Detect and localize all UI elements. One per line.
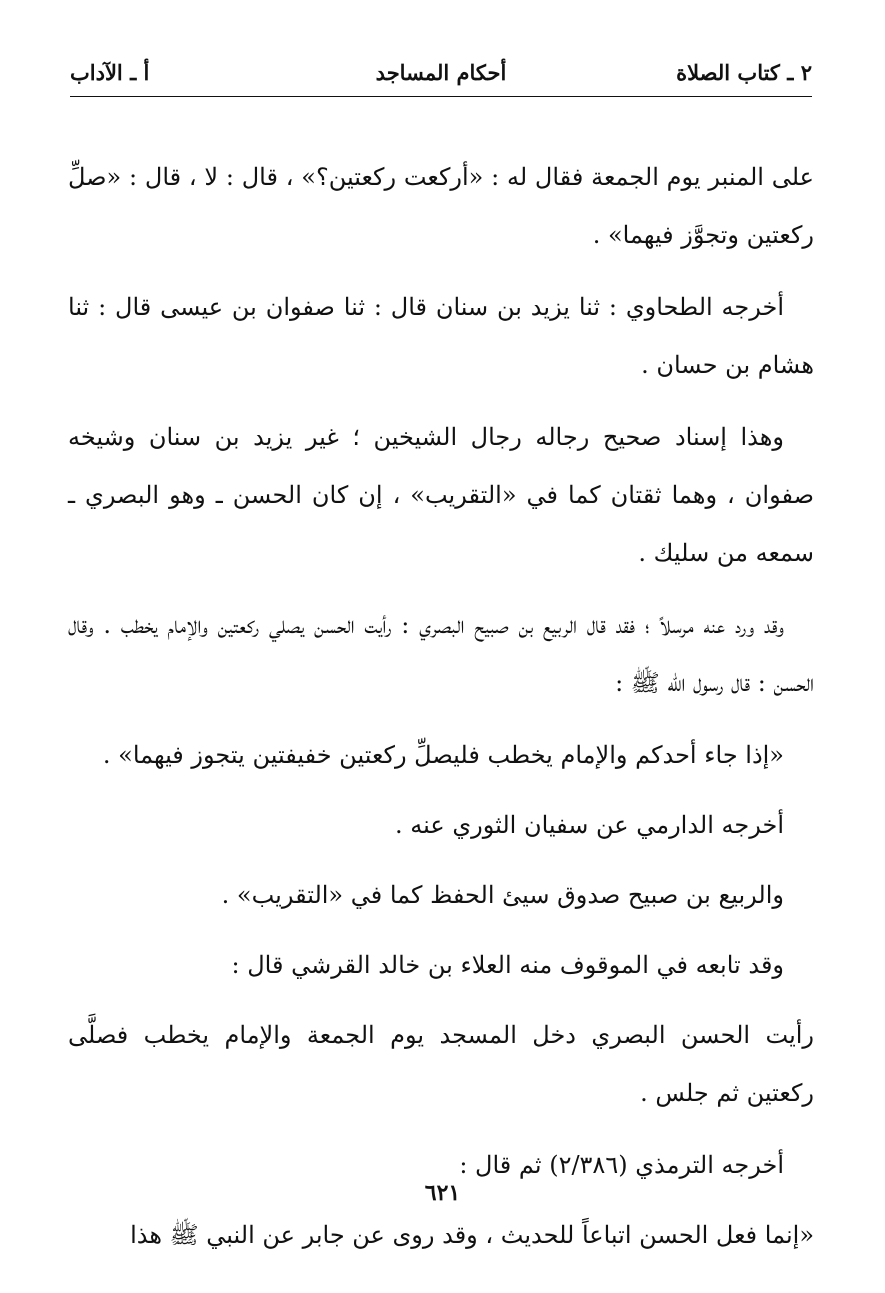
paragraph-7: والربيع بن صبيح صدوق سيئ الحفظ كما في «التقريب» . <box>221 881 784 909</box>
header-section-title: أحكام المساجد <box>375 60 507 85</box>
paragraph-9: رأيت الحسن البصري دخل المسجد يوم الجمعة والإمام يخطب فصلَّى ركعتين ثم جلس . <box>68 1021 815 1107</box>
running-header <box>70 52 812 97</box>
page-number: ٦٢١ <box>424 1180 461 1206</box>
paragraph-10: أخرجه الترمذي (٢/٣٨٦) ثم قال : <box>459 1151 784 1179</box>
paragraph-6: أخرجه الدارمي عن سفيان الثوري عنه . <box>395 811 784 839</box>
body-text <box>68 148 814 1278</box>
paragraph-3: وهذا إسناد صحيح رجاله رجال الشيخين ؛ غير يزيد بن سنان وشيخه صفوان ، وهما ثقتان كما في «التقريب» ، إن كان الحسن ـ وهو البصري ـ سمعه من سليك . <box>68 423 814 567</box>
header-chapter: ٢ ـ كتاب الصلاة <box>676 60 812 85</box>
paragraph-8: وقد تابعه في الموقوف منه العلاء بن خالد القرشي قال : <box>231 951 784 979</box>
paragraph-2: أخرجه الطحاوي : ثنا يزيد بن سنان قال : ثنا صفوان بن عيسى قال : ثنا هشام بن حسان . <box>68 293 814 379</box>
header-subsection: أ ـ الآداب <box>70 60 150 85</box>
paragraph-1: على المنبر يوم الجمعة فقال له : «أركعت ركعتين؟» ، قال : لا ، قال : «صلِّ ركعتين وتجوَّز فيهما» . <box>68 163 814 249</box>
paragraph-11: «إنما فعل الحسن اتباعاً للحديث ، وقد روى عن جابر عن النبي ﷺ هذا <box>130 1221 814 1249</box>
paragraph-5-hadith: «إذا جاء أحدكم والإمام يخطب فليصلِّ ركعتين خفيفتين يتجوز فيهما» . <box>102 741 784 769</box>
paragraph-4: وقد ورد عنه مرسلاً ؛ فقد قال الربيع بن صبيح البصري : رأيت الحسن يصلي ركعتين والإمام يخطب . وقال الحسن : قال رسول الله ﷺ : <box>68 611 814 697</box>
